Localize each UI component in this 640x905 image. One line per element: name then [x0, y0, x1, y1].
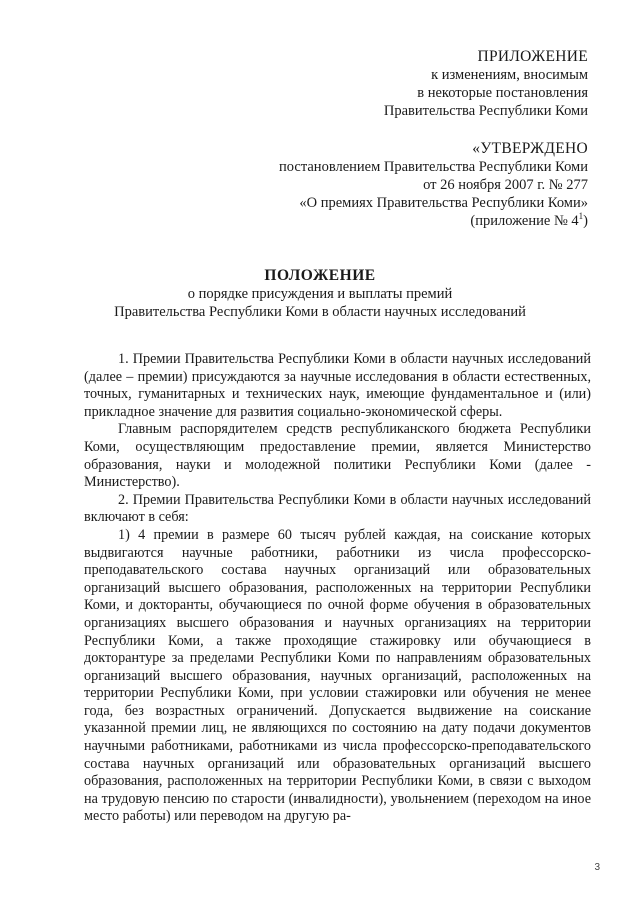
approval-line: «О премиях Правительства Республики Коми»: [299, 195, 588, 211]
annex-reference: [279, 212, 588, 230]
annex-prefix: (приложение № 4: [470, 213, 579, 229]
annex-superscript: 1: [578, 211, 584, 222]
appendix-line: Правительства Республики Коми: [383, 103, 588, 119]
appendix-line: в некоторые постановления: [417, 85, 588, 101]
appendix-line: к изменениям, вносимым: [431, 67, 588, 83]
annex-suffix: ): [583, 213, 588, 229]
approval-line: постановлением Правительства Республики Коми: [279, 159, 588, 175]
approval-line: от 26 ноября 2007 г. № 277: [423, 177, 588, 193]
document-title: ПОЛОЖЕНИЕ: [264, 267, 376, 284]
document-subtitle-line: о порядке присуждения и выплаты премий: [187, 286, 453, 302]
page-number: 3: [594, 862, 600, 873]
approval-block: [279, 140, 588, 230]
document-body: [84, 351, 591, 826]
document-subtitle-line: Правительства Республики Коми в области научных исследований: [114, 304, 526, 320]
paragraph: 1. Премии Правительства Республики Коми в области научных исследований (далее – премии) присуждаются за научные исследования в области естественных, точных, гуманитарных и технических наук, имеющие фундаментальное и (или) прикладное значение для развития социально-экономической сферы.: [84, 351, 591, 420]
approval-title: «УТВЕРЖДЕНО: [472, 140, 588, 157]
document-heading: [0, 266, 640, 321]
appendix-title: ПРИЛОЖЕНИЕ: [477, 48, 588, 65]
paragraph: 1) 4 премии в размере 60 тысяч рублей каждая, на соискание которых выдвигаются научные работники, работники из числа профессорско-преподавательского состава научных организаций или образовательных организаций высшего образования, расположенных на территории Республики Коми, и докторанты, обучающиеся по очной форме обучения в образовательных организациях высшего образования и научных организациях на территории Республики Коми, а также проходящие стажировку или обучающиеся в докторантуре за пределами Республики Коми по направлениям образовательных организаций высшего образования, научных организаций, расположенных на территории Республики Коми, при условии стажировки или обучения не менее года, без возрастных ограничений. Допускается выдвижение на соискание указанной премии лиц, не являющихся по состоянию на дату подачи документов научными работниками, работниками из числа профессорско-преподавательского состава научных организаций или образовательных организаций высшего образования, расположенных на территории Республики Коми, в связи с выходом на трудовую пенсию по старости (инвалидности), увольнением (переходом на иное место работы) или переводом на другую ра-: [84, 526, 591, 825]
paragraph: 2. Премии Правительства Республики Коми в области научных исследований включают в себя:: [84, 491, 591, 526]
paragraph: Главным распорядителем средств республиканского бюджета Республики Коми, осуществляющим предоставление премии, является Министерство образования, науки и молодежной политики Республики Коми (далее - Министерство).: [84, 421, 591, 491]
appendix-block: [384, 48, 588, 120]
